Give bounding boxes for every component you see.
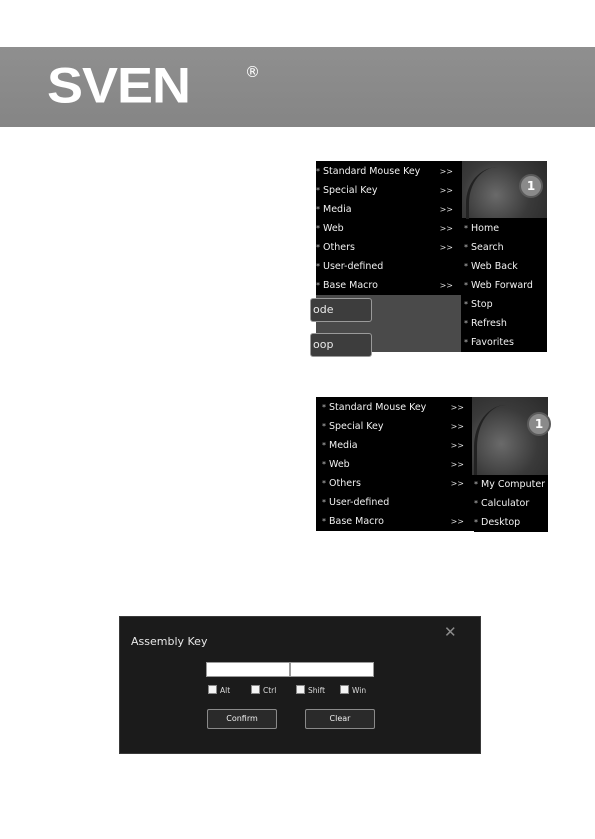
bullet-icon: *: [474, 480, 478, 489]
submenu-arrow-icon: >>: [450, 517, 464, 526]
checkbox-box[interactable]: [340, 685, 349, 694]
menu-item-base-macro[interactable]: * Base Macro >>: [316, 276, 461, 295]
menu-item-media[interactable]: * Media >>: [322, 436, 472, 455]
submenu-item-web-forward[interactable]: * Web Forward: [464, 280, 533, 291]
menu-item-user-defined[interactable]: * User-defined: [322, 497, 390, 508]
bullet-icon: *: [322, 479, 326, 488]
menu-item-user-defined[interactable]: * User-defined: [316, 261, 384, 272]
menu-item-media[interactable]: * Media >>: [316, 200, 461, 219]
submenu-arrow-icon: >>: [450, 460, 464, 469]
menu-item-web[interactable]: * Web >>: [316, 219, 461, 238]
submenu-item-my-computer[interactable]: * My Computer: [474, 479, 546, 490]
submenu-item-home[interactable]: * Home: [464, 223, 500, 234]
submenu-arrow-icon: >>: [439, 281, 453, 290]
context-menu: [322, 397, 472, 531]
background-button-mode: ode: [310, 298, 372, 322]
header-banner: [0, 47, 595, 127]
bullet-icon: *: [464, 338, 468, 347]
submenu-arrow-icon: >>: [439, 224, 453, 233]
checkbox-box[interactable]: [208, 685, 217, 694]
key-input-right[interactable]: [290, 662, 374, 677]
sven-logo: SVEN: [47, 58, 191, 114]
submenu-arrow-icon: >>: [439, 243, 453, 252]
submenu-item-desktop[interactable]: * Desktop: [474, 517, 521, 528]
checkbox-ctrl[interactable]: Ctrl: [251, 685, 276, 695]
bullet-icon: *: [464, 281, 468, 290]
menu-item-standard-mouse-key[interactable]: * Standard Mouse Key >>: [322, 398, 472, 417]
bullet-icon: *: [464, 319, 468, 328]
button-number-badge: 1: [519, 174, 543, 198]
bullet-icon: *: [464, 262, 468, 271]
bullet-icon: *: [322, 517, 326, 526]
assembly-key-dialog: [119, 616, 481, 754]
bullet-icon: *: [316, 281, 320, 290]
bullet-icon: *: [322, 422, 326, 431]
bullet-icon: *: [316, 186, 320, 195]
bullet-icon: *: [316, 205, 320, 214]
clear-button[interactable]: Clear: [305, 709, 375, 729]
menu-item-others[interactable]: * Others >>: [322, 474, 472, 493]
bullet-icon: *: [322, 460, 326, 469]
close-icon[interactable]: ✕: [444, 623, 457, 641]
bullet-icon: *: [474, 518, 478, 527]
submenu-arrow-icon: >>: [450, 479, 464, 488]
checkbox-alt[interactable]: Alt: [208, 685, 230, 695]
submenu-arrow-icon: >>: [439, 186, 453, 195]
submenu-item-web-back[interactable]: * Web Back: [464, 261, 518, 272]
bullet-icon: *: [322, 498, 326, 507]
confirm-button[interactable]: Confirm: [207, 709, 277, 729]
context-menu-screenshot-others: [316, 397, 548, 531]
submenu-arrow-icon: >>: [450, 403, 464, 412]
menu-item-standard-mouse-key[interactable]: * Standard Mouse Key >>: [316, 162, 461, 181]
registered-mark: ®: [245, 63, 260, 81]
submenu-item-favorites[interactable]: * Favorites: [464, 337, 514, 348]
menu-item-web[interactable]: * Web >>: [322, 455, 472, 474]
submenu-arrow-icon: >>: [439, 167, 453, 176]
menu-item-others[interactable]: * Others >>: [316, 238, 461, 257]
bullet-icon: *: [316, 262, 320, 271]
bullet-icon: *: [316, 243, 320, 252]
submenu-arrow-icon: >>: [450, 422, 464, 431]
submenu-item-refresh[interactable]: * Refresh: [464, 318, 507, 329]
web-submenu: [464, 219, 547, 352]
submenu-item-search[interactable]: * Search: [464, 242, 504, 253]
submenu-item-calculator[interactable]: * Calculator: [474, 498, 530, 509]
bullet-icon: *: [322, 441, 326, 450]
bullet-icon: *: [316, 224, 320, 233]
bullet-icon: *: [464, 224, 468, 233]
menu-item-base-macro[interactable]: * Base Macro >>: [322, 512, 472, 531]
key-input-left[interactable]: [206, 662, 290, 677]
submenu-item-stop[interactable]: * Stop: [464, 299, 493, 310]
background-button-loop: oop: [310, 333, 372, 357]
button-number-badge: 1: [527, 412, 551, 436]
submenu-arrow-icon: >>: [439, 205, 453, 214]
submenu-arrow-icon: >>: [450, 441, 464, 450]
bullet-icon: *: [474, 499, 478, 508]
menu-item-special-key[interactable]: * Special Key >>: [322, 417, 472, 436]
menu-item-special-key[interactable]: * Special Key >>: [316, 181, 461, 200]
context-menu-screenshot-web: [313, 161, 547, 352]
others-submenu: [474, 475, 548, 532]
checkbox-win[interactable]: Win: [340, 685, 366, 695]
bullet-icon: *: [316, 167, 320, 176]
checkbox-box[interactable]: [251, 685, 260, 694]
context-menu: [316, 161, 461, 295]
bullet-icon: *: [322, 403, 326, 412]
checkbox-box[interactable]: [296, 685, 305, 694]
checkbox-shift[interactable]: Shift: [296, 685, 325, 695]
bullet-icon: *: [464, 300, 468, 309]
dialog-title: Assembly Key: [131, 635, 208, 648]
bullet-icon: *: [464, 243, 468, 252]
